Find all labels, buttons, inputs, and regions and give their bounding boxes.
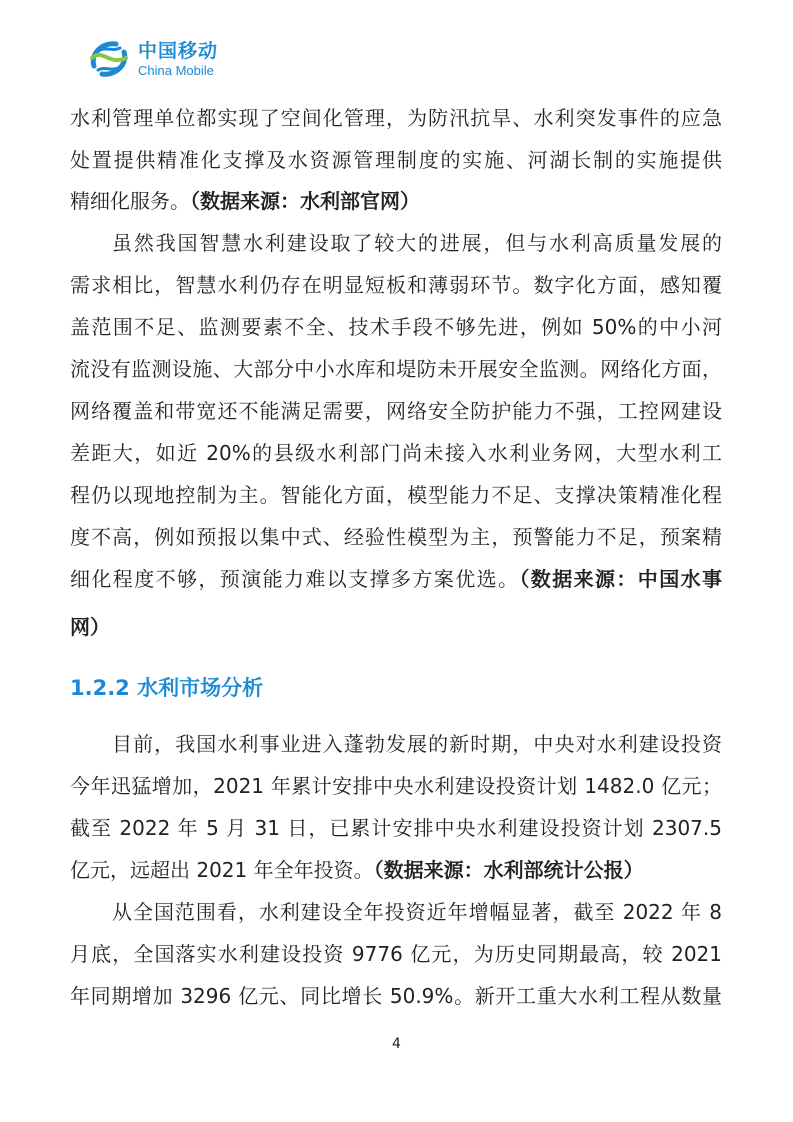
text-segment: 亿元，远超出 2021 年全年投资。: [70, 858, 374, 882]
text-line: [70, 146, 722, 174]
section-heading: 1.2.2 水利市场分析: [70, 676, 264, 700]
text-line: [112, 229, 722, 257]
text-segment: 今年迅猛增加，2021 年累计安排中央水利建设投资计划 1482.0 亿元；: [70, 774, 722, 798]
text-segment: 从全国范围看，水利建设全年投资近年增幅显著，截至 2022 年 8: [112, 900, 722, 924]
text-line: [70, 940, 722, 968]
text-line: [70, 565, 722, 593]
source-citation: 网）: [70, 615, 110, 639]
text-segment: 虽然我国智慧水利建设取了较大的进展，但与水利高质量发展的: [112, 231, 722, 255]
text-segment: 月底，全国落实水利建设投资 9776 亿元，为历史同期最高，较 2021: [70, 942, 722, 966]
text-segment: 精细化服务。: [70, 189, 190, 213]
text-segment: 程仍以现地控制为主。智能化方面，模型能力不足、支撑决策精准化程: [70, 483, 722, 507]
china-mobile-swirl-icon: [86, 36, 132, 82]
text-segment: 需求相比，智慧水利仍存在明显短板和薄弱环节。数字化方面，感知覆: [70, 273, 722, 297]
text-line: [70, 271, 722, 299]
text-segment: 度不高，例如预报以集中式、经验性模型为主，预警能力不足，预案精: [70, 525, 722, 549]
source-citation: （数据来源：水利部官网）: [190, 189, 420, 213]
text-segment: 盖范围不足、监测要素不全、技术手段不够先进，例如 50%的中小河: [70, 315, 722, 339]
text-segment: 细化程度不够，预演能力难以支撑多方案优选。: [70, 567, 520, 591]
page-number: 4: [392, 1036, 401, 1052]
text-segment: 水利管理单位都实现了空间化管理，为防汛抗旱、水利突发事件的应急: [70, 106, 722, 130]
text-segment: 截至 2022 年 5 月 31 日，已累计安排中央水利建设投资计划 2307.5: [70, 816, 722, 840]
logo-chinese-name: 中国移动: [138, 39, 219, 62]
text-line: [70, 523, 722, 551]
text-segment: 流没有监测设施、大部分中小水库和堤防未开展安全监测。网络化方面，: [70, 357, 722, 381]
text-line: [70, 814, 722, 842]
text-line: [70, 397, 722, 425]
source-citation: （数据来源：中国水事: [519, 567, 723, 591]
text-line: [70, 313, 722, 341]
text-segment: 差距大，如近 20%的县级水利部门尚未接入水利业务网，大型水利工: [70, 441, 722, 465]
text-line: [112, 898, 722, 926]
text-line: [70, 982, 722, 1010]
text-line: [70, 856, 722, 884]
china-mobile-logo: [86, 36, 218, 82]
text-line: [70, 355, 722, 383]
text-line: [112, 730, 722, 758]
text-segment: 处置提供精准化支撑及水资源管理制度的实施、河湖长制的实施提供: [70, 148, 722, 172]
text-line: [70, 187, 722, 215]
text-line: [70, 439, 722, 467]
text-line: [70, 613, 722, 641]
text-segment: 目前，我国水利事业进入蓬勃发展的新时期，中央对水利建设投资: [112, 732, 722, 756]
source-citation: （数据来源：水利部统计公报）: [373, 858, 644, 882]
text-line: [70, 772, 722, 800]
logo-english-name: China Mobile: [138, 62, 214, 78]
text-line: [70, 481, 722, 509]
text-segment: 网络覆盖和带宽还不能满足需要，网络安全防护能力不强，工控网建设: [70, 399, 722, 423]
text-line: [70, 104, 722, 132]
text-segment: 年同期增加 3296 亿元、同比增长 50.9%。新开工重大水利工程从数量: [70, 984, 722, 1008]
